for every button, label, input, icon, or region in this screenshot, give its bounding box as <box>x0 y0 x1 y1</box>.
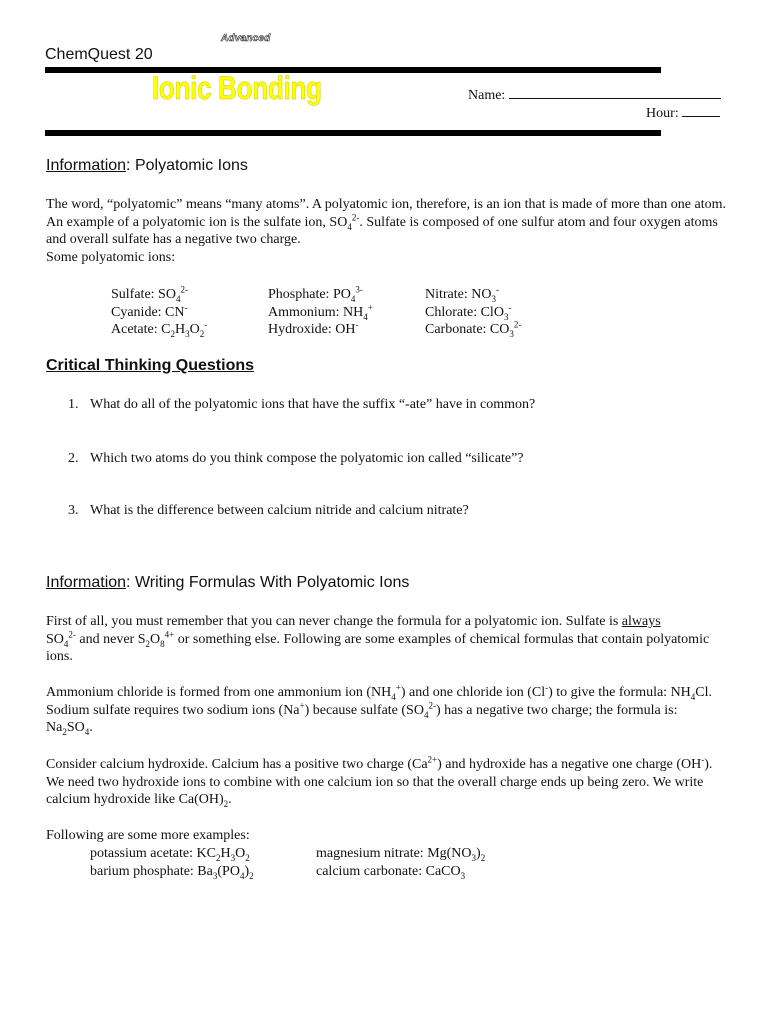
info2-paragraph-3: Consider calcium hydroxide. Calcium has a positive two charge $(Ca^{2+})$ and hydroxide has a negative one charge (OH-). We need two hydroxide ions to combine with one calcium ion so that the overall charge ends up being zero. We write calcium hydroxide like $Ca(OH)_2$. <box>46 754 713 809</box>
question-text: Which two atoms do you think compose the polyatomic ion called “silicate”? <box>90 451 524 466</box>
info2-paragraph-2: Ammonium chloride is formed from one ammonium ion $(NH_4^+)$ and one chloride ion (Cl-) to give the formula: $NH_4Cl$. Sodium sulfate requires two sodium ions (Na+) because sulfate $(SO_4^{2-})$ has a negative two charge; the formula is: $Na_2SO_4$. <box>46 682 713 737</box>
question-text: What is the difference between calcium nitride and calcium nitrate? <box>90 503 469 518</box>
question-2 <box>68 450 524 468</box>
example-magnesium-nitrate: magnesium nitrate: $Mg(NO_3)_2$ <box>316 846 486 863</box>
info1-paragraph <box>46 196 726 266</box>
example-potassium-acetate: potassium acetate: $KC_2H_3O_2$ <box>90 846 250 863</box>
ion-cyanide: Cyanide: CN- <box>111 301 188 320</box>
ion-hydroxide: Hydroxide: OH- <box>268 319 359 337</box>
name-blank[interactable] <box>509 86 721 99</box>
info1-text-b: . Sulfate is composed of one sulfur atom and four oxygen atoms and overall sulfate has a negative two charge. <box>46 214 718 247</box>
ions-list <box>111 286 582 339</box>
info1-text-a: The word, “polyatomic” means “many atoms”. A polyatomic ion, therefore, is an ion that is made of more than one atom. An example of a polyatomic ion is the sulfate ion, SO <box>46 197 726 230</box>
info2-heading <box>46 574 409 592</box>
always-underlined: always <box>621 614 661 629</box>
info2-paragraph-4: Following are some more examples: <box>46 828 250 843</box>
page-title: Ionic Bonding <box>152 70 322 106</box>
example-barium-phosphate: barium phosphate: $Ba_3(PO_4)_2$ <box>90 863 254 881</box>
top-rule <box>45 67 661 73</box>
ion-chlorate: Chlorate: ClO$_3$- <box>425 301 512 322</box>
question-3 <box>68 502 469 520</box>
ion-carbonate: Carbonate: $CO_3^{2-}$ <box>425 319 522 339</box>
info1-heading-rest: : Polyatomic Ions <box>126 157 248 174</box>
ion-sulfate: Sulfate: $SO_4^{2-}$ <box>111 284 188 304</box>
example-calcium-carbonate: calcium carbonate: CaCO$_3$ <box>316 863 466 881</box>
info2-paragraph-1: First of all, you must remember that you can never change the formula for a polyatomic ion. Sulfate is always $SO_4^{2-}$ and never $S_2O_8^{4+}$ or something else. Following are some examples of chemical formulas that contain polyatomic ions. <box>46 614 710 664</box>
hour-blank[interactable] <box>682 104 720 117</box>
info2-heading-rest: : Writing Formulas With Polyatomic Ions <box>126 574 410 591</box>
question-1 <box>68 396 535 414</box>
info1-text-ions-intro: Some polyatomic ions: <box>46 249 176 265</box>
ion-ammonium: Ammonium: $NH_4^+$ <box>268 301 373 322</box>
question-text: What do all of the polyatomic ions that have the suffix “-ate” have in common? <box>90 397 536 412</box>
course-title: ChemQuest 20 <box>45 46 153 63</box>
name-label: Name: <box>468 88 506 103</box>
advanced-label: Advanced <box>221 33 271 44</box>
examples-list <box>90 845 516 880</box>
question-number: 1. <box>68 397 79 412</box>
ctq-heading: Critical Thinking Questions <box>46 357 255 374</box>
question-number: 3. <box>68 503 79 518</box>
ion-phosphate: Phosphate: $PO_4^{3-}$ <box>268 284 363 304</box>
bottom-rule <box>45 130 661 136</box>
info1-heading-underlined: Information <box>46 157 127 174</box>
hour-field[interactable] <box>646 104 720 123</box>
info2-heading-underlined: Information <box>46 574 127 591</box>
ion-nitrate: Nitrate: $NO_3^-$ <box>425 284 499 304</box>
hour-label: Hour: <box>646 106 679 121</box>
info1-sup: 2- <box>351 211 360 222</box>
info1-sub: 4 <box>347 221 352 232</box>
ion-acetate: Acetate: $C_2H_3O_2^-$ <box>111 319 208 339</box>
info1-heading <box>46 157 248 175</box>
question-number: 2. <box>68 451 79 466</box>
name-field[interactable] <box>468 86 721 105</box>
